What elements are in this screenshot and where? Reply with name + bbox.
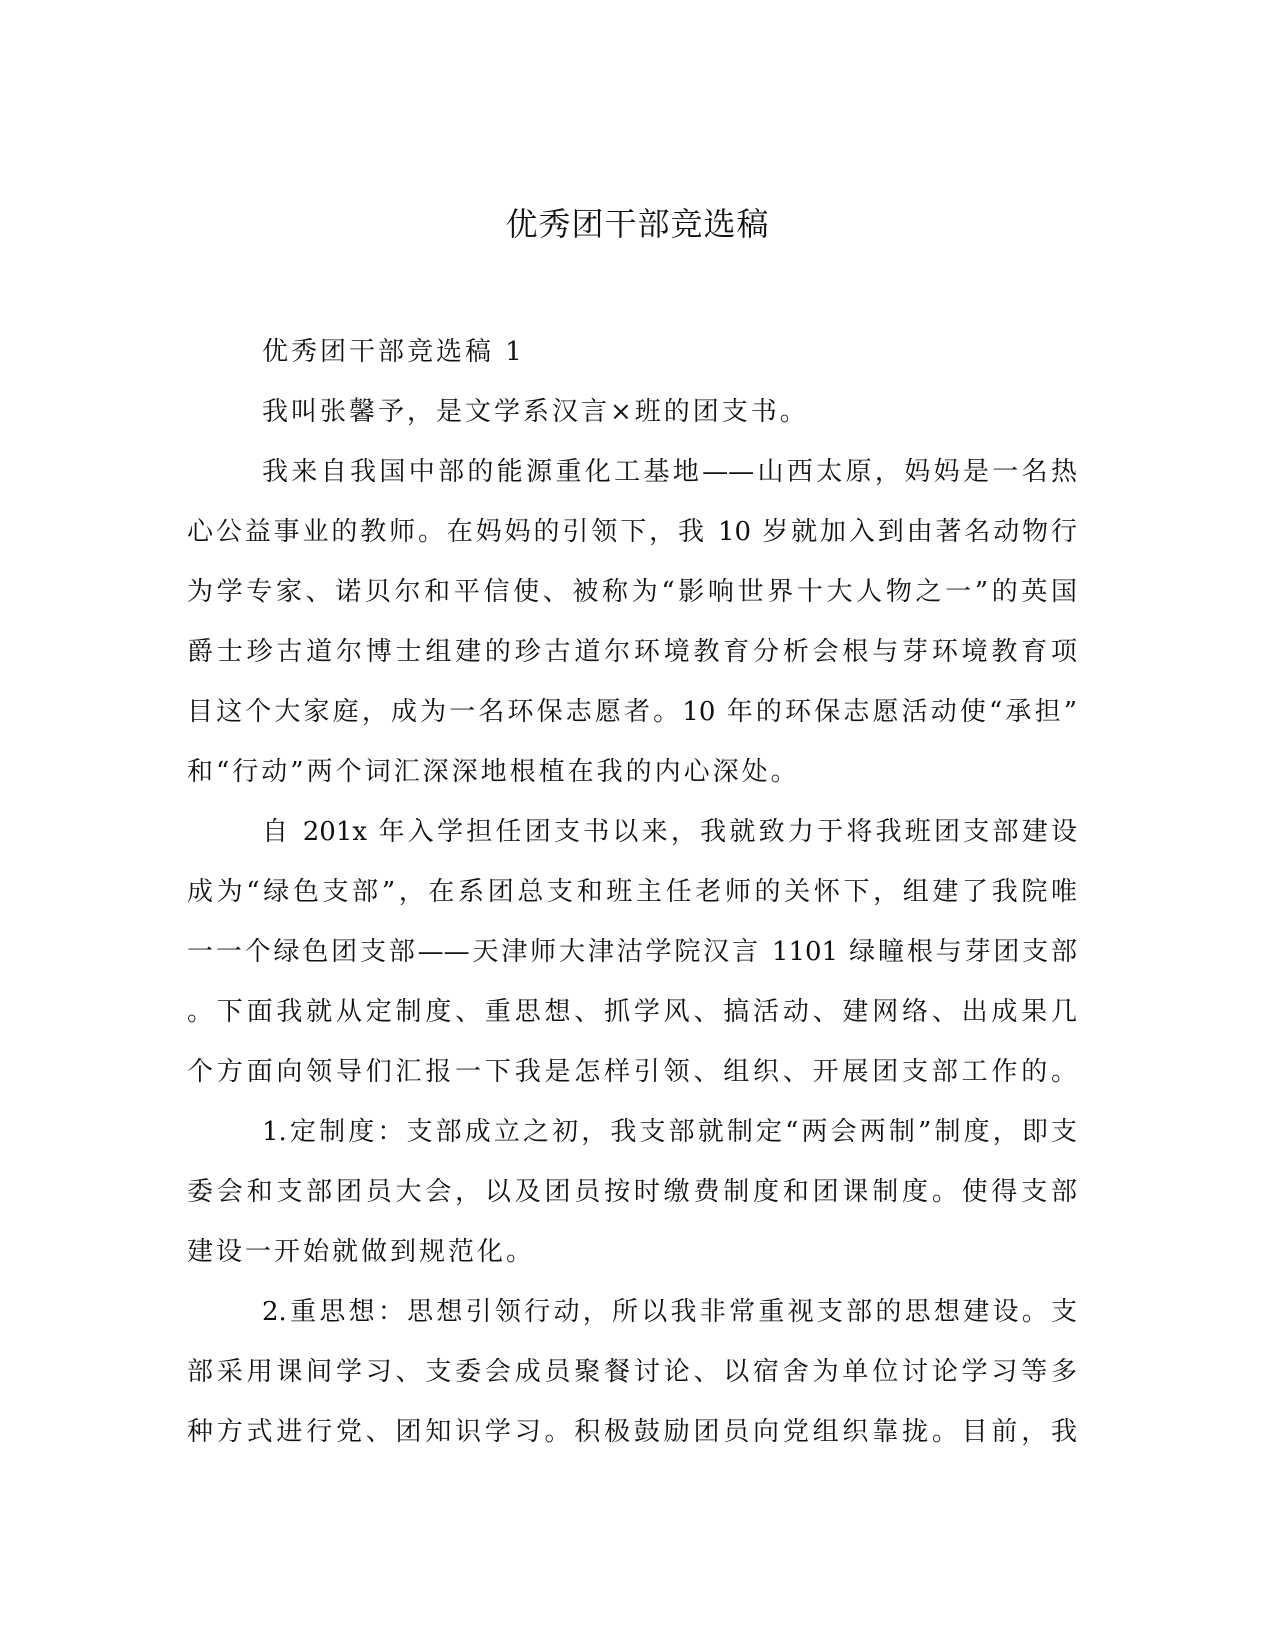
paragraph-line: 和“行动”两个词汇深深地根植在我的内心深处。 [187,757,800,787]
paragraph-line: 一一个绿色团支部——天津师大津沽学院汉言 1101 绿瞳根与芽团支部 [187,937,1077,967]
paragraph-line: 我叫张馨予，是文学系汉言×班的团支书。 [262,397,809,427]
paragraph-line: 2.重思想：思想引领行动，所以我非常重视支部的思想建设。支 [262,1297,1077,1327]
paragraph-line: 目这个大家庭，成为一名环保志愿者。10 年的环保志愿活动使“承担” [187,697,1077,727]
paragraph-line: 为学专家、诺贝尔和平信使、被称为“影响世界十大人物之一”的英国 [187,577,1077,607]
document-title: 优秀团干部竞选稿 [505,205,770,243]
paragraph-line: 成为“绿色支部”，在系团总支和班主任老师的关怀下，组建了我院唯 [187,877,1077,907]
paragraph-line: 建设一开始就做到规范化。 [187,1237,536,1267]
paragraph-line: 委会和支部团员大会，以及团员按时缴费制度和团课制度。使得支部 [187,1177,1077,1207]
paragraph-line: 我来自我国中部的能源重化工基地——山西太原，妈妈是一名热 [262,457,1077,487]
paragraph-line: 种方式进行党、团知识学习。积极鼓励团员向党组织靠拢。目前，我 [187,1417,1077,1447]
paragraph-line: 1.定制度：支部成立之初，我支部就制定“两会两制”制度，即支 [262,1117,1077,1147]
paragraph-line: 个方面向领导们汇报一下我是怎样引领、组织、开展团支部工作的。 [187,1057,1077,1087]
paragraph-line: 。下面我就从定制度、重思想、抓学风、搞活动、建网络、出成果几 [187,997,1077,1027]
paragraph-line: 部采用课间学习、支委会成员聚餐讨论、以宿舍为单位讨论学习等多 [187,1357,1077,1387]
document-body [187,322,1077,1462]
paragraph-line: 心公益事业的教师。在妈妈的引领下，我 10 岁就加入到由著名动物行 [187,517,1077,547]
section-heading: 优秀团干部竞选稿 1 [262,337,525,367]
paragraph-line: 自 201x 年入学担任团支书以来，我就致力于将我班团支部建设 [262,817,1077,847]
paragraph-line: 爵士珍古道尔博士组建的珍古道尔环境教育分析会根与芽环境教育项 [187,637,1077,667]
